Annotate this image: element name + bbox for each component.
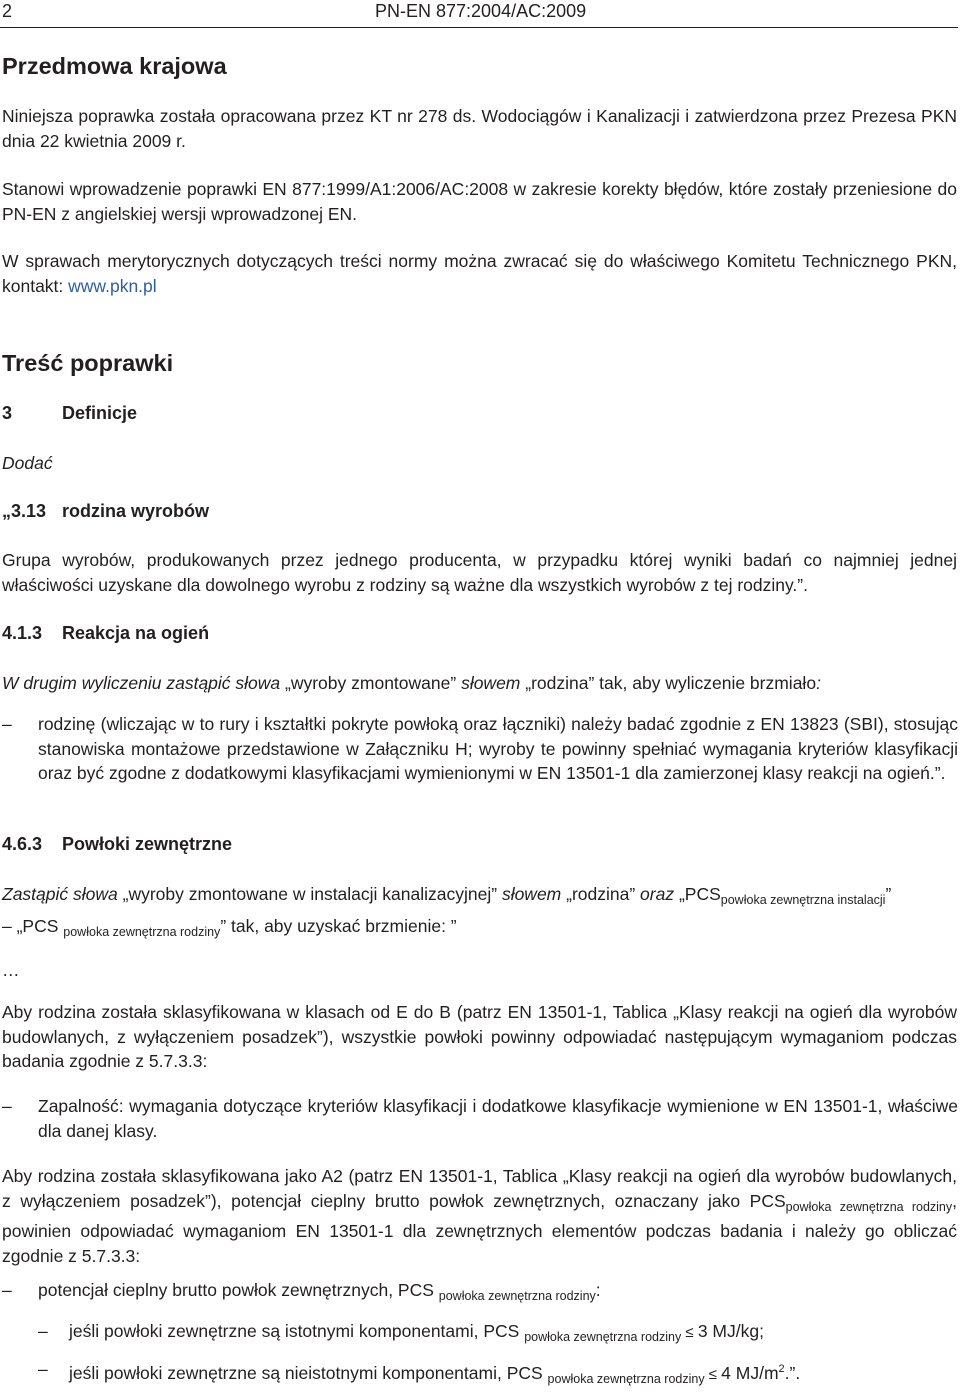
class-a2-paragraph: Aby rodzina została sklasyfikowana jako A2 (patrz EN 13501-1, Tablica „Klasy reakcji na ogień dla wyrobów budowlanych, z wyłączeniem posadzek”), potencjał cieplny brutto powłok zewnętrznych, oznaczany jako $PCS_{powłoka zewnętrzna rodziny}$, powinien odpowiadać wymaganiom EN 13501-1 dla zewnętrznych elementów podczas badania i należy go obliczać zgodnie z 5.7.3.3: xyxy=(2,1166,958,1266)
foreword-paragraph-2: Stanowi wprowadzenie poprawki EN 877:1999/A1:2006/AC:2008 w zakresie korekty błędów, które zostały przeniesione do PN-EN z angielskiej wersji wprowadzonej EN. xyxy=(2,179,957,224)
foreword-paragraph-3: W sprawach merytorycznych dotyczących treści normy można zwracać się do właściwego Komitetu Technicznego PKN, kontakt: www.pkn.pl xyxy=(2,251,957,296)
less-equal-sign: ≤ xyxy=(681,1324,698,1341)
ignition-list-item: – Zapalność: wymagania dotyczące kryteriów klasyfikacji i dodatkowe klasyfikacje wymienione w EN 13501-1, właściwe dla danej klasy. xyxy=(2,1096,958,1141)
section-4-6-3-heading: 4.6.3 Powłoki zewnętrzne xyxy=(2,834,233,854)
pkn-website-link[interactable]: www.pkn.pl xyxy=(68,275,157,296)
less-equal-sign: ≤ xyxy=(704,1366,722,1383)
section-4-1-3-instruction: W drugim wyliczeniu zastąpić słowa „wyroby zmontowane” słowem „rodzina” tak, aby wyliczenie brzmiało: xyxy=(2,673,821,693)
foreword-title: Przedmowa krajowa xyxy=(2,53,227,79)
section-4-6-3-instruction: Zastąpić słowa „wyroby zmontowane w instalacji kanalizacyjnej” słowem „rodzina” oraz $„PCS_{powłoka zewnętrzna instalacji}$” – „PCS $_{powłoka zewnętrzna rodziny}$” tak, aby uzyskać brzmienie: ” xyxy=(2,884,892,939)
add-label: Dodać xyxy=(2,453,53,473)
section-4-1-3-heading: 4.1.3 Reakcja na ogień xyxy=(2,623,210,643)
foreword-paragraph-1: Niniejsza poprawka została opracowana przez KT nr 278 ds. Wodociągów i Kanalizacji i zatwierdzona przez Prezesa PKN dnia 22 kwietnia 2009 r. xyxy=(2,106,957,151)
page-header xyxy=(0,0,958,28)
pcs-list-item: – potencjał cieplny brutto powłok zewnętrznych, PCS $_{powłoka zewnętrzna rodziny}$: xyxy=(2,1280,601,1303)
section-4-1-3-list-item: – rodzinę (wliczając w to rury i kształtki pokryte powłoką oraz łączniki) należy badać zgodnie z EN 13823 (SBI), stosując stanowiska montażowe przedstawione w Załączniku H; wyroby te powinny spełniać wymagania kryteriów klasyfikacji oraz być zgodne z dodatkowymi klasyfikacjami wymienionymi w EN 13501-1 dla zamierzonej klasy reakcji na ogień.”. xyxy=(2,714,958,783)
amendment-title: Treść poprawki xyxy=(2,350,174,376)
classes-e-to-b-paragraph: Aby rodzina została sklasyfikowana w klasach od E do B (patrz EN 13501-1, Tablica „Klasy reakcji na ogień dla wyrobów budowlanych, z wyłączeniem posadzek”), wszystkie powłoki powinny odpowiadać następującym wymaganiom podczas badania zgodnie z 5.7.3.3: xyxy=(2,1002,957,1071)
definition-3-13-text: Grupa wyrobów, produkowanych przez jednego producenta, w przypadku której wyniki badań co najmniej jednej właściwości uzyskane dla dowolnego wyrobu z rodziny są ważne dla wszystkich wyrobów z tej rodziny.”. xyxy=(2,550,957,595)
ellipsis: … xyxy=(2,960,20,980)
standard-designation: PN-EN 877:2004/AC:2009 xyxy=(375,1,587,21)
pcs-significant-components-item: – jeśli powłoki zewnętrzne są istotnymi komponentami, PCS $_{powłoka zewnętrzna rodziny}$ ≤ 3 MJ/kg; xyxy=(38,1321,764,1344)
header-rule xyxy=(0,27,958,28)
page-number: 2 xyxy=(2,1,13,21)
definition-3-13-heading: „3.13 rodzina wyrobów xyxy=(2,501,210,521)
section-3-heading: 3 Definicje xyxy=(2,403,138,423)
pcs-nonsignificant-components-item: – jeśli powłoki zewnętrzne są nieistotnymi komponentami, PCS $_{powłoka zewnętrzna rodziny}$ ≤ 4 $MJ/m^2$.”. xyxy=(38,1359,801,1386)
